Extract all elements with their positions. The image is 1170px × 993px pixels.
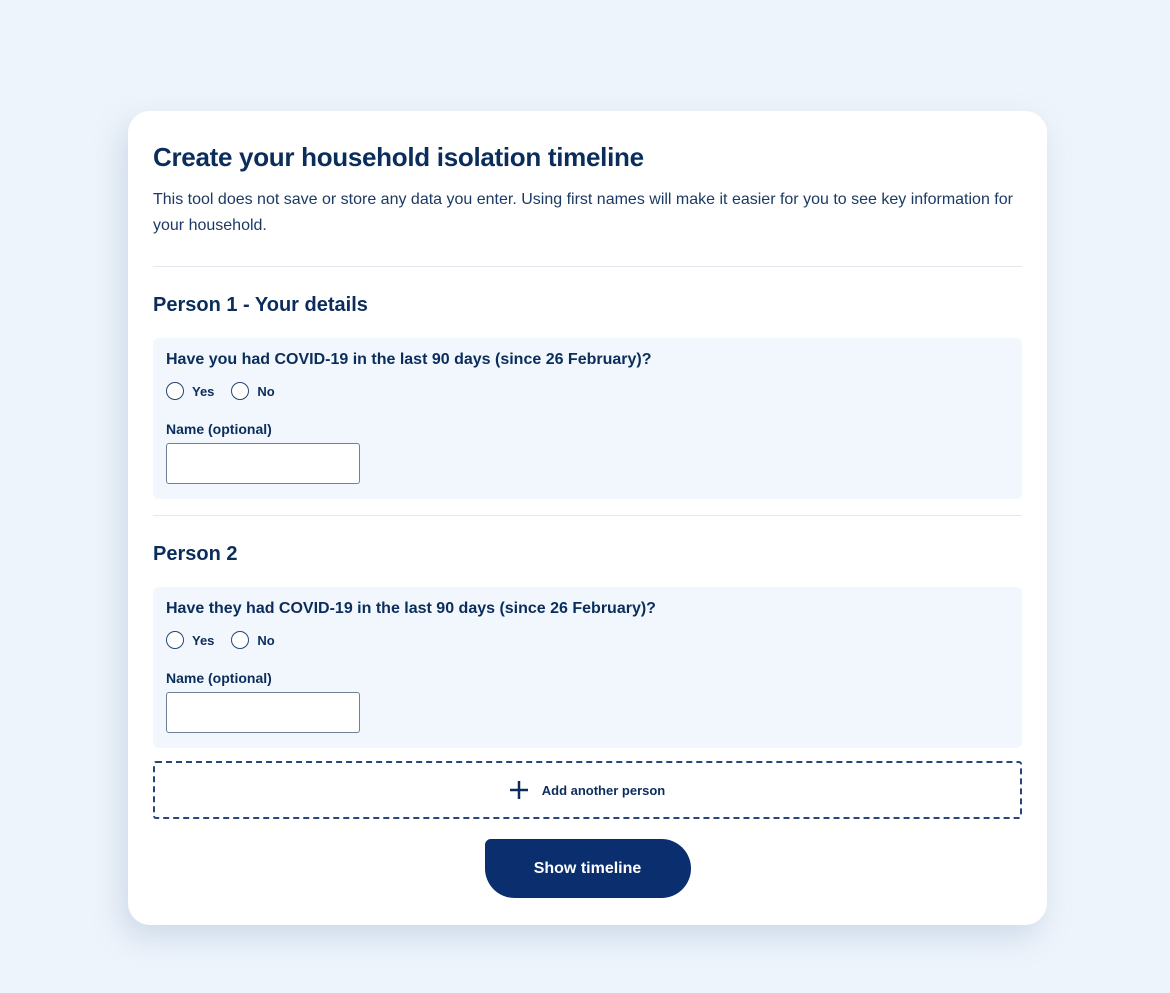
- radio-circle[interactable]: [166, 631, 184, 649]
- divider: [153, 515, 1022, 516]
- radio-label-yes: Yes: [192, 632, 215, 648]
- person-2-radio-yes[interactable]: [166, 631, 214, 649]
- radio-label-no: No: [257, 632, 275, 648]
- plus-icon: [510, 781, 528, 799]
- person-1-name-label: Name (optional): [166, 421, 272, 437]
- show-timeline-button[interactable]: Show timeline: [485, 839, 691, 898]
- radio-label-yes: Yes: [192, 383, 215, 399]
- person-1-radio-no[interactable]: [231, 382, 274, 400]
- radio-circle[interactable]: [231, 382, 249, 400]
- add-another-person-button[interactable]: [153, 761, 1022, 819]
- person-1-radio-group: [166, 381, 1009, 401]
- page-title: Create your household isolation timeline: [153, 142, 644, 172]
- person-1-heading: Person 1 - Your details: [153, 294, 368, 316]
- divider: [153, 266, 1022, 267]
- person-1-radio-yes[interactable]: [166, 382, 214, 400]
- person-1-panel: [153, 338, 1022, 499]
- intro-text: This tool does not save or store any data you enter. Using first names will make it easier for you to see key information for your household.: [153, 191, 1013, 234]
- person-2-heading: Person 2: [153, 543, 238, 565]
- add-another-person-label: Add another person: [541, 782, 666, 798]
- person-2-name-input[interactable]: [166, 692, 360, 733]
- timeline-card: [128, 111, 1047, 925]
- person-2-question: Have they had COVID-19 in the last 90 days (since 26 February)?: [166, 600, 656, 617]
- person-2-radio-no[interactable]: [231, 631, 274, 649]
- show-timeline-wrap: [153, 839, 1022, 898]
- radio-label-no: No: [257, 383, 275, 399]
- radio-circle[interactable]: [231, 631, 249, 649]
- radio-circle[interactable]: [166, 382, 184, 400]
- person-2-name-label: Name (optional): [166, 670, 272, 686]
- person-1-question: Have you had COVID-19 in the last 90 days (since 26 February)?: [166, 351, 652, 368]
- person-2-panel: [153, 587, 1022, 748]
- person-2-radio-group: [166, 630, 1009, 650]
- person-1-name-input[interactable]: [166, 443, 360, 484]
